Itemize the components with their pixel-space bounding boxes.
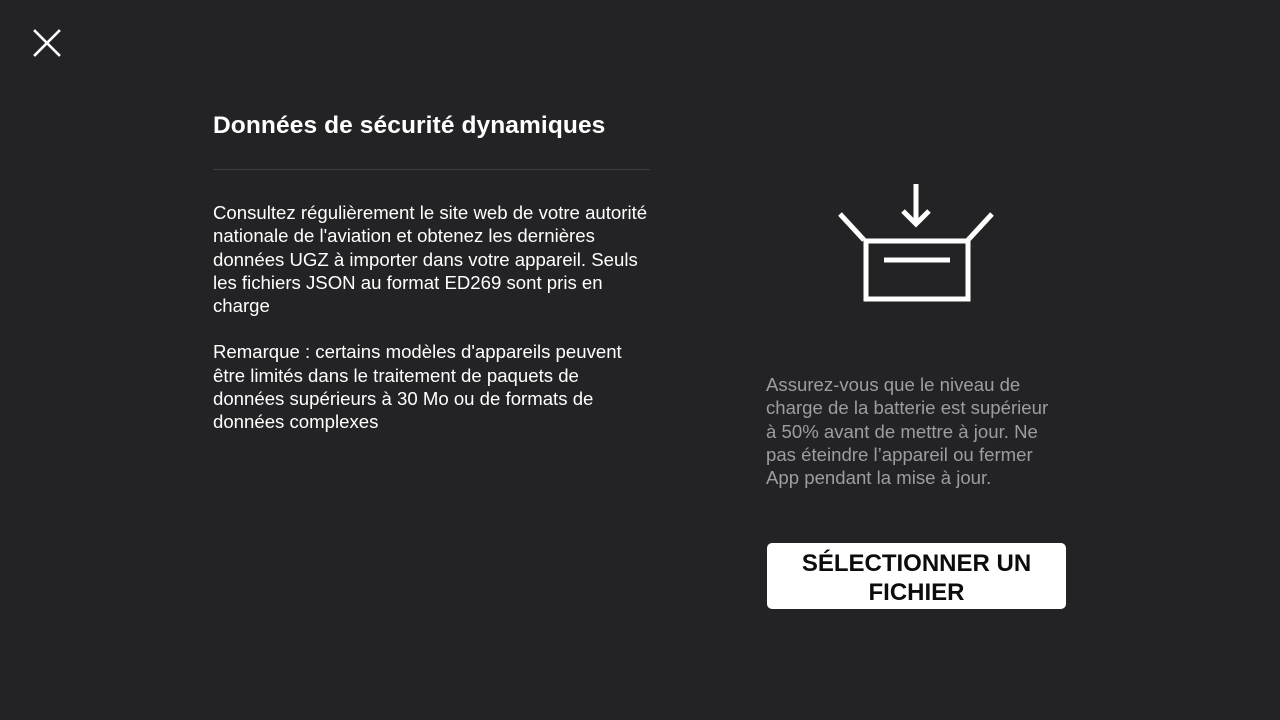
- title-divider: [213, 169, 650, 170]
- box-download-icon: [838, 180, 998, 306]
- remark-text: Remarque : certains modèles d'appareils peuvent être limités dans le traitement de paquets de données supérieurs à 30 Mo ou de formats de données complexes: [213, 341, 622, 433]
- info-panel: [213, 108, 650, 434]
- close-icon[interactable]: [28, 26, 64, 62]
- description-text: Consultez régulièrement le site web de votre autorité nationale de l'aviation et obtenez les dernières données UGZ à importer dans votre appareil. Seuls les fichiers JSON au format ED269 sont pris en charge: [213, 202, 648, 317]
- select-file-button[interactable]: SÉLECTIONNER UN FICHIER: [767, 543, 1066, 609]
- import-panel: [766, 0, 1066, 720]
- page-title: Données de sécurité dynamiques: [213, 112, 606, 139]
- battery-notice: Assurez-vous que le niveau de charge de la batterie est supérieur à 50% avant de mettre à jour. Ne pas éteindre l’appareil ou fermer App pendant la mise à jour.: [766, 374, 1049, 489]
